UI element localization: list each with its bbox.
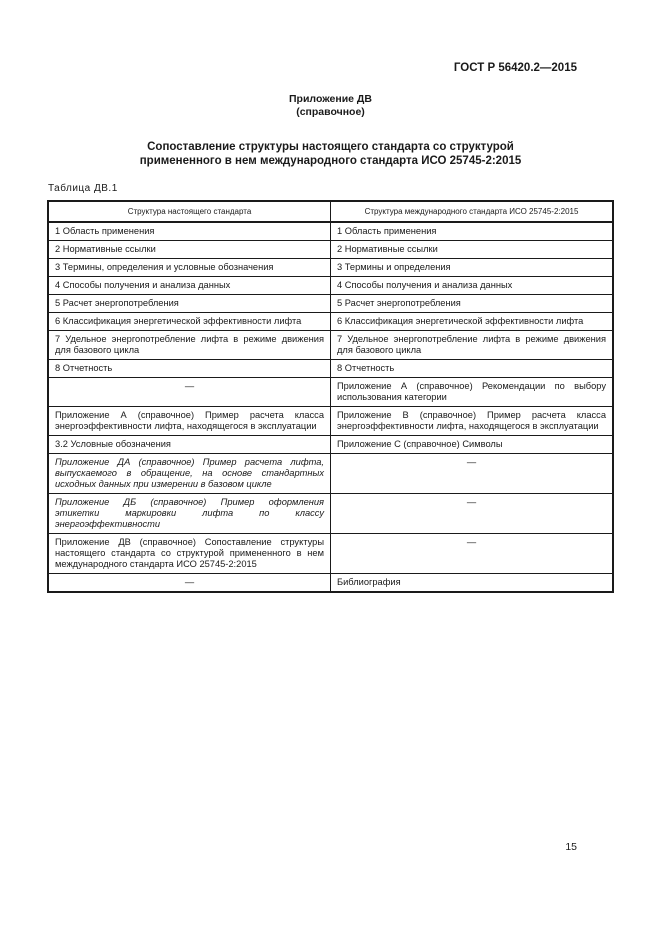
table-row xyxy=(48,295,613,313)
document-title-line-1: Сопоставление структуры настоящего стандарта со структурой xyxy=(147,141,514,153)
table-cell-national: Приложение ДВ (справочное) Сопоставление структуры настоящего стандарта со структурой примененного в нем международного стандарта ИСО 25745-2:2015 xyxy=(48,534,331,574)
table-cell-national: Приложение ДА (справочное) Пример расчета лифта, выпускаемого в обращение, на основе стандартных исходных данных при измерении в базовом цикле xyxy=(48,454,331,494)
table-label: Таблица ДВ.1 xyxy=(48,183,118,194)
page-number: 15 xyxy=(565,841,577,853)
table-row xyxy=(48,241,613,259)
table-header-row xyxy=(48,201,613,222)
table-row xyxy=(48,378,613,407)
table-cell-national: 6 Классификация энергетической эффективности лифта xyxy=(48,313,331,331)
table-cell-international: — xyxy=(331,494,614,534)
table-cell-national: 8 Отчетность xyxy=(48,360,331,378)
table-row xyxy=(48,259,613,277)
table-cell-national: 3 Термины, определения и условные обозначения xyxy=(48,259,331,277)
table-row xyxy=(48,331,613,360)
table-cell-international: 2 Нормативные ссылки xyxy=(331,241,614,259)
table-cell-national: Приложение ДБ (справочное) Пример оформления этикетки маркировки лифта по классу энергоэффективности xyxy=(48,494,331,534)
table-cell-international: Приложение В (справочное) Пример расчета класса энергоэффективности лифта, находящегося в эксплуатации xyxy=(331,407,614,436)
table-row xyxy=(48,360,613,378)
table-cell-national: 4 Способы получения и анализа данных xyxy=(48,277,331,295)
table-cell-national: — xyxy=(48,378,331,407)
table-row xyxy=(48,574,613,593)
table-row xyxy=(48,454,613,494)
table-cell-national: 3.2 Условные обозначения xyxy=(48,436,331,454)
table-row xyxy=(48,436,613,454)
table-cell-international: 7 Удельное энергопотребление лифта в режиме движения для базового цикла xyxy=(331,331,614,360)
table-cell-international: 8 Отчетность xyxy=(331,360,614,378)
table-cell-international: Библиография xyxy=(331,574,614,593)
table-row xyxy=(48,407,613,436)
standard-code: ГОСТ Р 56420.2—2015 xyxy=(453,62,577,74)
table-cell-national: 5 Расчет энергопотребления xyxy=(48,295,331,313)
table-cell-international: 5 Расчет энергопотребления xyxy=(331,295,614,313)
table-cell-international: 6 Классификация энергетической эффективности лифта xyxy=(331,313,614,331)
document-title xyxy=(0,140,661,168)
table-cell-international: Приложение А (справочное) Рекомендации по выбору использования категории xyxy=(331,378,614,407)
table-cell-international: 1 Область применения xyxy=(331,222,614,241)
table-cell-national: 7 Удельное энергопотребление лифта в режиме движения для базового цикла xyxy=(48,331,331,360)
table-row xyxy=(48,313,613,331)
structure-comparison-table xyxy=(47,200,614,593)
table-cell-national: 1 Область применения xyxy=(48,222,331,241)
table-row xyxy=(48,277,613,295)
table-cell-national: — xyxy=(48,574,331,593)
table-cell-international: 3 Термины и определения xyxy=(331,259,614,277)
document-title-line-2: примененного в нем международного стандарта ИСО 25745-2:2015 xyxy=(139,155,522,167)
table-row xyxy=(48,494,613,534)
table-cell-international: — xyxy=(331,534,614,574)
header-international-structure: Структура международного стандарта ИСО 25745-2:2015 xyxy=(331,201,614,222)
appendix-kind: (справочное) xyxy=(296,106,365,118)
table-cell-international: Приложение С (справочное) Символы xyxy=(331,436,614,454)
table-cell-national: Приложение А (справочное) Пример расчета класса энергоэффективности лифта, находящегося в эксплуатации xyxy=(48,407,331,436)
appendix-heading xyxy=(0,93,661,119)
header-national-structure: Структура настоящего стандарта xyxy=(48,201,331,222)
table-cell-international: — xyxy=(331,454,614,494)
appendix-title: Приложение ДВ xyxy=(289,93,372,105)
table-cell-international: 4 Способы получения и анализа данных xyxy=(331,277,614,295)
table-row xyxy=(48,534,613,574)
table-row xyxy=(48,222,613,241)
table-cell-national: 2 Нормативные ссылки xyxy=(48,241,331,259)
